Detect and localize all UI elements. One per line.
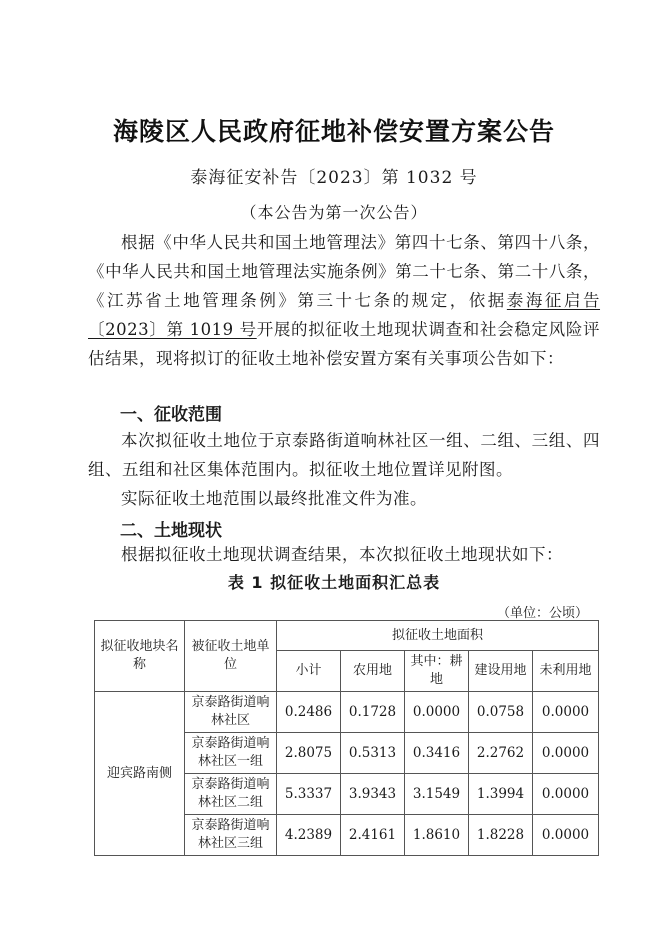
unit-cell: 京泰路街道响林社区三组: [185, 815, 277, 856]
intro-paragraph: [88, 228, 600, 373]
table-header-row-1: [95, 621, 599, 651]
agri-cell: 2.4161: [341, 815, 405, 856]
document-number: 泰海征安补告〔2023〕第 1032 号: [190, 168, 478, 188]
unused-cell: 0.0000: [533, 692, 599, 733]
land-area-table: [94, 620, 599, 856]
construction-cell: 2.2762: [469, 733, 533, 774]
intro-text-1: 根据《中华人民共和国土地管理法》第四十七条、第四十八条，《中华人民共和国土地管理法实施条例》第二十七条、第二十八条，《江苏省土地管理条例》第三十七条的规定，依据: [88, 233, 600, 310]
construction-cell: 1.3994: [469, 774, 533, 815]
header-unit-name: 被征收土地单位: [185, 621, 277, 692]
section2-paragraph-1: 根据拟征收土地现状调查结果，本次拟征收土地现状如下：: [121, 545, 563, 564]
subtotal-cell: 2.8075: [277, 733, 341, 774]
arable-cell: 0.0000: [405, 692, 469, 733]
construction-cell: 1.8228: [469, 815, 533, 856]
arable-cell: 0.3416: [405, 733, 469, 774]
agri-cell: 0.5313: [341, 733, 405, 774]
document-title: 海陵区人民政府征地补偿安置方案公告: [112, 117, 555, 146]
table-unit: （单位：公顷）: [496, 606, 588, 621]
agri-cell: 0.1728: [341, 692, 405, 733]
header-block-name: 拟征收地块名称: [95, 621, 185, 692]
intro-reference-link: 泰海征启告〔2023〕第 1019 号: [88, 291, 601, 339]
section1-paragraph-2: 实际征收土地范围以最终批准文件为准。: [121, 489, 427, 508]
subtotal-cell: 5.3337: [277, 774, 341, 815]
header-arable: 其中：耕地: [405, 651, 469, 692]
table-row: [95, 692, 599, 733]
header-agri: 农用地: [341, 651, 405, 692]
unit-cell: 京泰路街道响林社区一组: [185, 733, 277, 774]
unused-cell: 0.0000: [533, 774, 599, 815]
section1-heading: 一、征收范围: [120, 405, 222, 425]
notice-label: （本公告为第一次公告）: [240, 203, 428, 222]
block-name-cell: 迎宾路南侧: [95, 692, 185, 856]
subtotal-cell: 4.2389: [277, 815, 341, 856]
section2-heading: 二、土地现状: [120, 521, 222, 541]
header-construction: 建设用地: [469, 651, 533, 692]
header-unused: 未利用地: [533, 651, 599, 692]
arable-cell: 3.1549: [405, 774, 469, 815]
section1-paragraph-1: 本次拟征收土地位于京泰路街道响林社区一组、二组、三组、四组、五组和社区集体范围内。拟征收土地位置详见附图。: [88, 431, 600, 479]
arable-cell: 1.8610: [405, 815, 469, 856]
header-subtotal: 小计: [277, 651, 341, 692]
unit-cell: 京泰路街道响林社区: [185, 692, 277, 733]
header-area-group: 拟征收土地面积: [277, 621, 599, 651]
intro-text-2: 开展的拟征收土地现状调查和社会稳定风险评估结果，现将拟订的征收土地补偿安置方案有关事项公告如下：: [88, 320, 601, 368]
table-title: 表 1 拟征收土地面积汇总表: [227, 573, 441, 592]
unused-cell: 0.0000: [533, 815, 599, 856]
agri-cell: 3.9343: [341, 774, 405, 815]
construction-cell: 0.0758: [469, 692, 533, 733]
unit-cell: 京泰路街道响林社区二组: [185, 774, 277, 815]
subtotal-cell: 0.2486: [277, 692, 341, 733]
unused-cell: 0.0000: [533, 733, 599, 774]
